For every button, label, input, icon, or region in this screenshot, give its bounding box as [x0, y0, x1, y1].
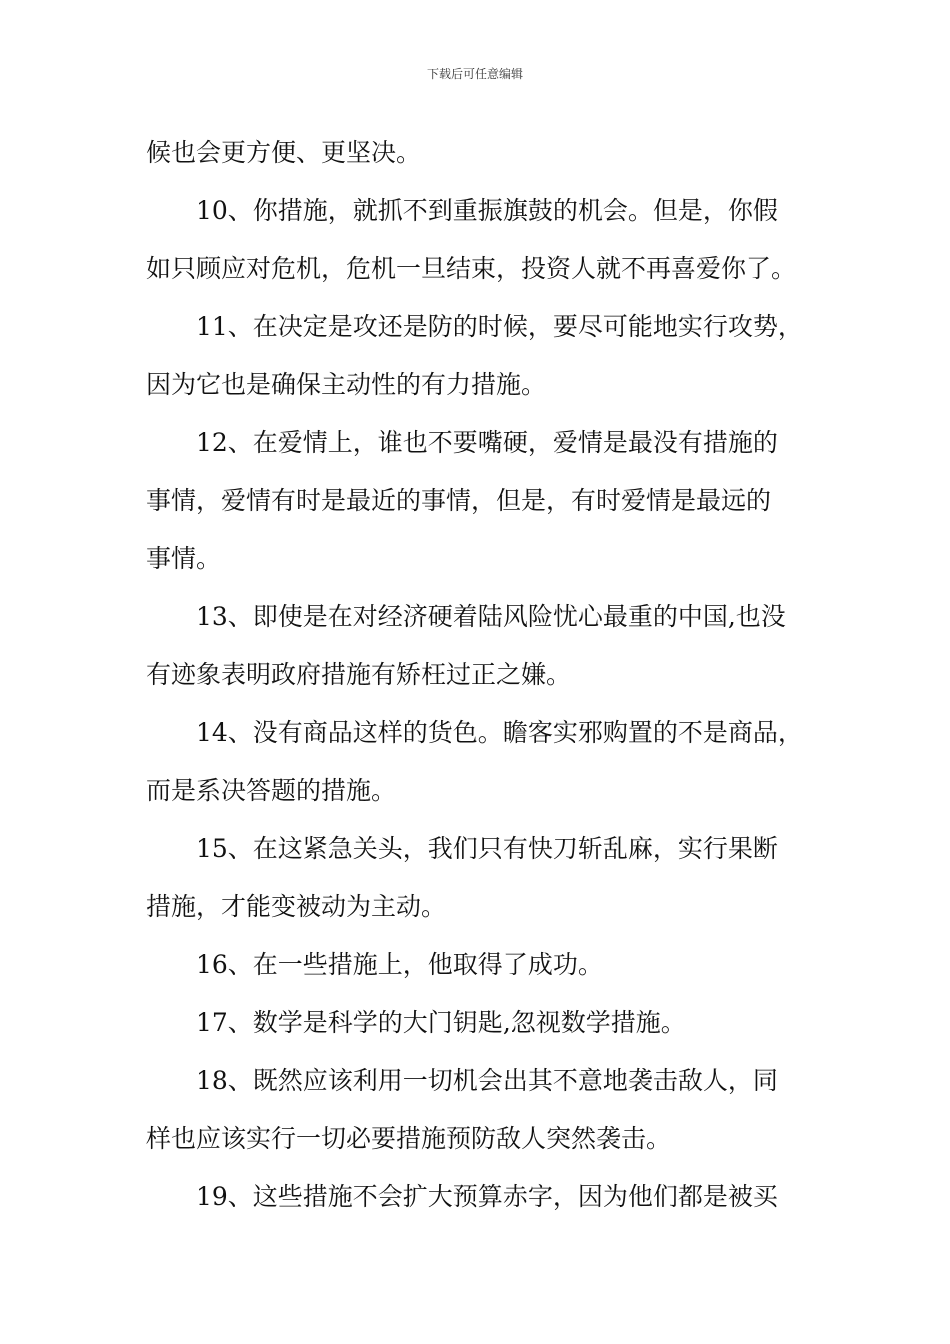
paragraph-12-line-2: 事情，爱情有时是最近的事情，但是，有时爱情是最远的	[146, 486, 772, 515]
paragraph-13-line-2: 有迹象表明政府措施有矫枉过正之嫌。	[146, 660, 572, 689]
paragraph-12-line-1: 12、在爱情上，谁也不要嘴硬，爱情是最没有措施的	[196, 428, 778, 457]
paragraph-11-line-2: 因为它也是确保主动性的有力措施。	[146, 370, 547, 399]
page-header: 下载后可任意编辑	[426, 67, 523, 81]
text-line: 候也会更方便、更坚决。	[146, 138, 422, 167]
paragraph-10-line-1: 10、你措施，就抓不到重振旗鼓的机会。但是，你假	[196, 196, 778, 225]
paragraph-17-line-1: 17、数学是科学的大门钥匙,忽视数学措施。	[196, 1008, 686, 1037]
paragraph-10-line-2: 如只顾应对危机，危机一旦结束，投资人就不再喜爱你了。	[146, 254, 797, 283]
paragraph-12-line-3: 事情。	[146, 544, 222, 573]
paragraph-14-line-1: 14、没有商品这样的货色。瞻客实邪购置的不是商品，	[196, 718, 803, 747]
paragraph-15-line-2: 措施，才能变被动为主动。	[146, 892, 447, 921]
paragraph-14-line-2: 而是系决答题的措施。	[146, 776, 397, 805]
paragraph-15-line-1: 15、在这紧急关头，我们只有快刀斩乱麻，实行果断	[196, 834, 778, 863]
paragraph-19-line-1: 19、这些措施不会扩大预算赤字，因为他们都是被买	[196, 1182, 778, 1211]
paragraph-11-line-1: 11、在决定是攻还是防的时候，要尽可能地实行攻势，	[196, 312, 803, 341]
paragraph-18-line-1: 18、既然应该利用一切机会出其不意地袭击敌人，同	[196, 1066, 778, 1095]
paragraph-13-line-1: 13、即使是在对经济硬着陆风险忧心最重的中国,也没	[196, 602, 786, 631]
document-body	[146, 124, 814, 1226]
paragraph-18-line-2: 样也应该实行一切必要措施预防敌人突然袭击。	[146, 1124, 672, 1153]
paragraph-16-line-1: 16、在一些措施上，他取得了成功。	[196, 950, 603, 979]
